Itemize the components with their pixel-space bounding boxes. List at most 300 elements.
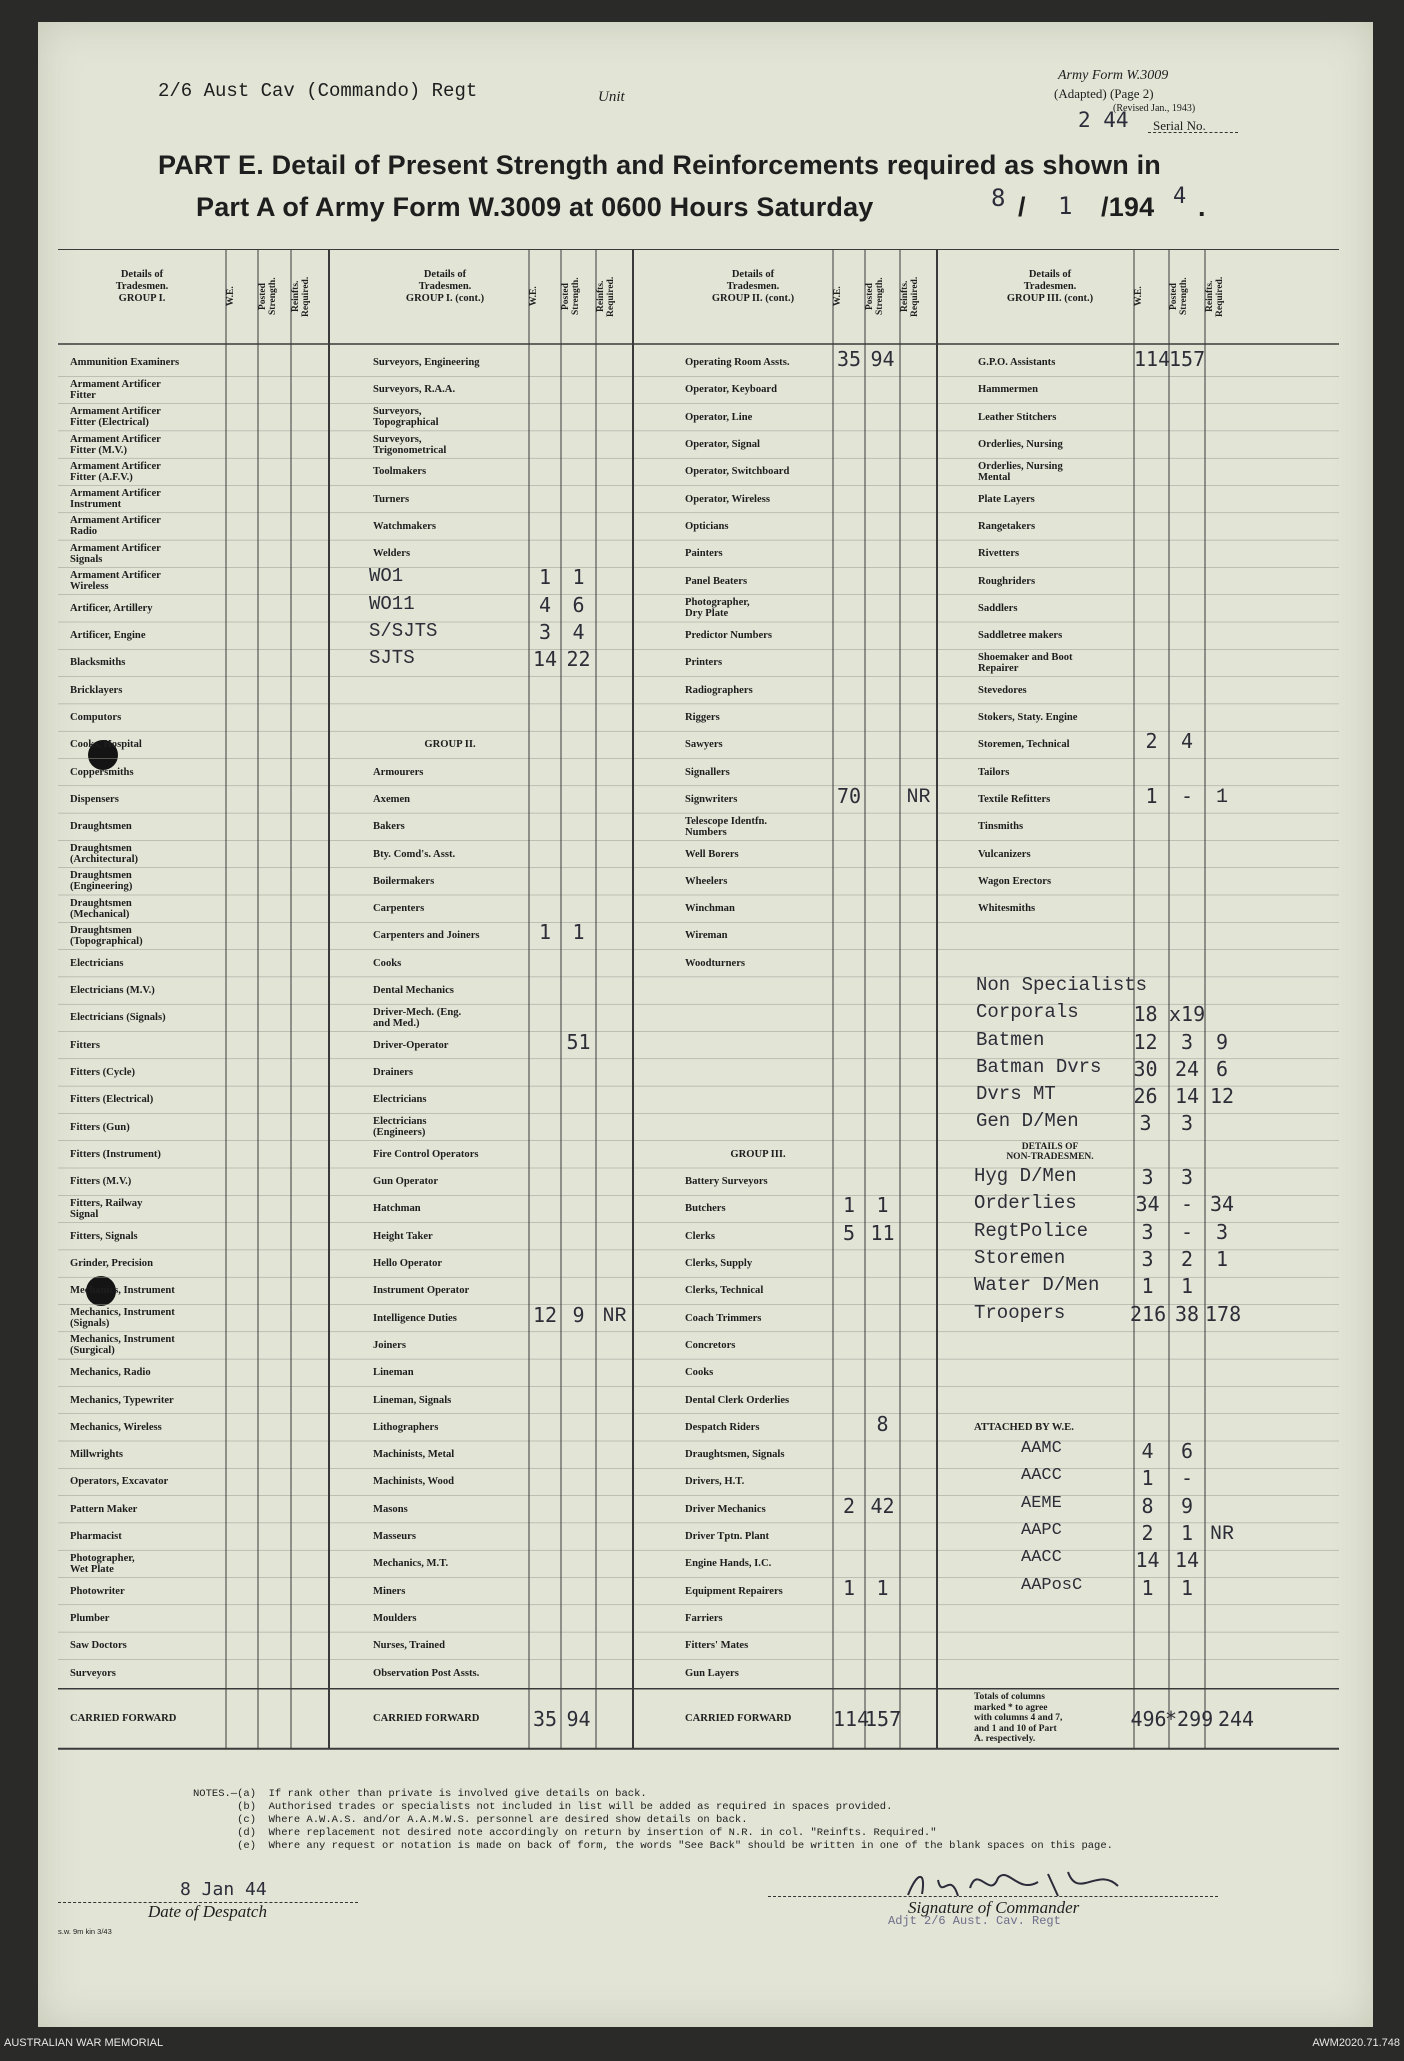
serial-value: 2 44 <box>1078 108 1129 132</box>
posted-value: 1 <box>572 920 585 945</box>
we-value: 8 <box>1141 1493 1154 1518</box>
group-heading: GROUP III. <box>730 1148 786 1160</box>
we-value: 1 <box>842 1193 856 1218</box>
trade-label: Battery Surveyors <box>685 1176 768 1188</box>
trade-label: Hammermen <box>978 384 1039 396</box>
trade-label: Lineman <box>373 1367 414 1379</box>
trade-label: Mechanics, Wireless <box>70 1421 162 1433</box>
trade-label: Butchers <box>685 1203 726 1215</box>
column-header-we: W.E. <box>529 286 539 307</box>
trade-label: Bakers <box>373 821 405 833</box>
serial-label: Serial No. <box>1153 118 1206 133</box>
column-header-tradesmen: Details of Tradesmen. GROUP I. (cont.) <box>405 269 485 304</box>
trade-label: Rangetakers <box>978 520 1036 532</box>
trade-label: Wheelers <box>685 875 728 887</box>
column-header-posted: Posted Strength. <box>258 277 278 316</box>
trade-label: Carpenters <box>373 903 425 915</box>
we-value: 2 <box>842 1493 856 1518</box>
trade-label: Mechanics, Typewriter <box>70 1394 174 1406</box>
posted-value: x19 <box>1169 1002 1206 1027</box>
carried-posted: 94 <box>566 1706 591 1731</box>
trade-label: Clerks, Technical <box>685 1285 764 1297</box>
trade-label: Armament Artificer Fitter (Electrical) <box>70 406 161 429</box>
trade-label: Computors <box>70 712 122 724</box>
we-value: 114 <box>1134 347 1171 371</box>
trade-label: Height Taker <box>373 1230 433 1242</box>
trade-label: Mechanics, M.T. <box>373 1558 449 1570</box>
non-tradesman-name: Storemen <box>974 1246 1066 1269</box>
trade-label: Whitesmiths <box>978 903 1036 915</box>
trade-label: Masseurs <box>373 1531 416 1543</box>
date-month: 1 <box>1058 192 1073 220</box>
trade-label: Electricians <box>373 1094 427 1106</box>
we-value: 70 <box>836 783 862 808</box>
trade-label: Driver Tptn. Plant <box>685 1531 770 1543</box>
posted-value: - <box>1180 783 1194 808</box>
trade-label: Artificer, Engine <box>70 630 146 642</box>
trade-label: Welders <box>373 548 411 560</box>
form-name: Army Form W.3009 <box>1058 68 1169 83</box>
group-heading: GROUP II. <box>424 739 476 751</box>
unit-label: Unit <box>598 89 625 105</box>
column-header-reinfts: Reinfts. Required. <box>1205 276 1225 317</box>
trade-label: Bty. Comd's. Asst. <box>373 848 456 860</box>
rank-entry: SJTS <box>369 647 415 670</box>
trade-label: Painters <box>685 548 723 560</box>
trade-label: Operator, Wireless <box>685 493 770 505</box>
trade-label: Concretors <box>685 1339 736 1351</box>
posted-value: 1 <box>876 1193 889 1218</box>
posted-value: 9 <box>1180 1493 1194 1518</box>
trade-label: Printers <box>685 657 723 669</box>
trade-label: Orderlies, Nursing Mental <box>978 460 1063 483</box>
strength-table <box>58 249 1339 1789</box>
trade-label: Storemen, Technical <box>978 739 1070 751</box>
trade-label: Operator, Switchboard <box>685 466 790 478</box>
despatch-label: Date of Despatch <box>148 1902 267 1921</box>
trade-label: Coppersmiths <box>70 766 134 778</box>
trade-label: Operator, Signal <box>685 439 760 451</box>
posted-value: 94 <box>870 347 895 371</box>
trade-label: Draughtsmen <box>70 821 132 833</box>
posted-value: 11 <box>870 1220 895 1245</box>
trade-label: Armament Artificer Fitter <box>70 378 161 401</box>
non-tradesman-name: RegtPolice <box>974 1219 1089 1242</box>
posted-value: 1 <box>1180 1274 1194 1299</box>
we-value: 12 <box>532 1302 558 1327</box>
trade-label: Dental Mechanics <box>373 985 454 997</box>
trade-label: Wireman <box>685 930 728 942</box>
carried-posted: 157 <box>865 1706 902 1731</box>
trade-label: Electricians (M.V.) <box>70 985 155 997</box>
trade-label: Pharmacist <box>70 1531 122 1543</box>
trade-label: Armourers <box>373 766 424 778</box>
trade-label: Predictor Numbers <box>685 630 772 642</box>
trade-label: Operator, Line <box>685 411 753 423</box>
unit-name: 2/6 Aust Cav (Commando) Regt <box>158 80 478 102</box>
trade-label: Cooks <box>373 957 402 969</box>
posted-value: 14 <box>1174 1548 1200 1573</box>
trade-label: Nurses, Trained <box>373 1640 446 1652</box>
trade-label: Fitters' Mates <box>685 1640 749 1652</box>
trade-label: Driver-Mech. (Eng. and Med.) <box>373 1006 462 1029</box>
we-value: 2 <box>1145 729 1158 754</box>
trade-label: Drainers <box>373 1066 414 1078</box>
posted-value: 14 <box>1174 1084 1200 1109</box>
we-value: 216 <box>1130 1301 1167 1326</box>
trade-label: Machinists, Metal <box>373 1449 455 1461</box>
trade-label: Coach Trimmers <box>685 1312 762 1324</box>
we-value: 3 <box>1141 1165 1154 1189</box>
trade-label: Rivetters <box>978 548 1020 560</box>
despatch-date: 8 Jan 44 <box>180 1879 267 1900</box>
posted-value: 24 <box>1174 1056 1200 1081</box>
non-specialist-name: Batman Dvrs <box>976 1055 1102 1078</box>
carried-forward-label: CARRIED FORWARD <box>685 1713 792 1725</box>
trade-label: Telescope Identfn. Numbers <box>685 815 768 838</box>
trade-label: Hello Operator <box>373 1258 443 1270</box>
posted-value: - <box>1180 1466 1194 1491</box>
trade-label: Cooks <box>685 1367 714 1379</box>
we-value: 34 <box>1135 1192 1160 1217</box>
attached-unit-name: AACC <box>1021 1548 1062 1568</box>
reinf-value: 6 <box>1215 1056 1229 1081</box>
trade-label: Cooks, Hospital <box>70 739 142 751</box>
trade-label: Well Borers <box>685 848 739 860</box>
trade-label: Armament Artificer Fitter (M.V.) <box>70 433 161 456</box>
trade-label: Machinists, Wood <box>373 1476 455 1488</box>
archive-name: AUSTRALIAN WAR MEMORIAL <box>4 2037 164 2049</box>
we-value: 5 <box>842 1220 856 1245</box>
trade-label: Turners <box>373 493 410 505</box>
trade-label: Saddlers <box>978 602 1018 614</box>
trade-label: Electricians (Engineers) <box>373 1116 427 1139</box>
trade-label: Saw Doctors <box>70 1640 127 1652</box>
trade-label: Roughriders <box>978 575 1036 587</box>
we-value: 2 <box>1141 1520 1154 1545</box>
trade-label: Blacksmiths <box>70 657 126 669</box>
trade-label: Mechanics, Instrument (Surgical) <box>70 1334 175 1357</box>
date-year-digit: 4 <box>1173 184 1187 209</box>
we-value: 30 <box>1133 1056 1158 1081</box>
rank-entry: WO11 <box>369 592 415 615</box>
printer-code: s.w. 9m kin 3/43 <box>58 1927 112 1936</box>
posted-value: 3 <box>1180 1111 1194 1136</box>
trade-label: Fitters (Instrument) <box>70 1148 161 1160</box>
title-line-1: PART E. Detail of Present Strength and Reinforcements required as shown in <box>158 150 1161 180</box>
attached-unit-name: AACC <box>1021 1466 1062 1486</box>
form-revised: (Revised Jan., 1943) <box>1113 103 1196 114</box>
trade-label: Fitters (Electrical) <box>70 1094 154 1106</box>
we-value: 1 <box>1141 1575 1154 1600</box>
posted-value: 6 <box>1180 1439 1194 1463</box>
trade-label: Toolmakers <box>373 466 427 478</box>
totals-note: Totals of columns marked * to agree with columns 4 and 7, and 1 and 10 of Part A. respectively. <box>974 1692 1063 1745</box>
trade-label: Ammunition Examiners <box>70 357 180 369</box>
trade-label: Draughtsmen (Engineering) <box>70 870 133 893</box>
attached-unit-name: AEME <box>1021 1493 1062 1513</box>
we-value: 26 <box>1133 1084 1158 1109</box>
column-header-we: W.E. <box>833 286 843 307</box>
trade-label: Operator, Keyboard <box>685 384 778 396</box>
non-tradesman-name: Water D/Men <box>974 1274 1100 1297</box>
trade-label: Photographer, Wet Plate <box>70 1552 135 1575</box>
attached-heading: ATTACHED BY W.E. <box>974 1421 1074 1433</box>
non-tradesman-name: Hyg D/Men <box>974 1165 1077 1187</box>
trade-label: Fitters (M.V.) <box>70 1176 132 1188</box>
non-specialist-name: Non Specialists <box>976 973 1148 996</box>
we-value: 1 <box>538 565 552 590</box>
trade-label: Tinsmiths <box>978 821 1024 833</box>
trade-label: Draughtsmen (Mechanical) <box>70 897 132 920</box>
trade-label: Artificer, Artillery <box>70 602 153 614</box>
trade-label: Masons <box>373 1503 408 1515</box>
rank-entry: S/SJTS <box>369 620 438 642</box>
reinf-value: 3 <box>1215 1219 1229 1244</box>
we-value: 12 <box>1133 1029 1158 1054</box>
archive-footer <box>0 2027 1404 2061</box>
trade-label: Shoemaker and Boot Repairer <box>978 651 1073 674</box>
trade-label: Mechanics, Instrument (Signals) <box>70 1307 175 1330</box>
trade-label: Leather Stitchers <box>978 411 1057 423</box>
non-tradesman-name: Troopers <box>974 1301 1066 1324</box>
carried-we: 496 <box>1130 1706 1167 1731</box>
trade-label: Plumber <box>70 1612 110 1624</box>
trade-label: Surveyors, Topographical <box>373 406 439 429</box>
archive-id: AWM2020.71.748 <box>1312 2037 1400 2049</box>
date-day: 8 <box>991 184 1006 212</box>
reinf-value: 34 <box>1209 1192 1235 1217</box>
trade-label: Despatch Riders <box>685 1421 760 1433</box>
posted-value: 2 <box>1180 1246 1194 1271</box>
trade-label: Photowriter <box>70 1585 125 1597</box>
attached-unit-name: AAMC <box>1021 1439 1062 1458</box>
trade-label: Operating Room Assts. <box>685 357 790 369</box>
reinf-value: 1 <box>1215 1246 1229 1271</box>
posted-value: 1 <box>572 565 585 590</box>
posted-value: 1 <box>876 1575 889 1600</box>
date-year: /194 <box>1101 192 1155 222</box>
posted-value: 51 <box>566 1029 591 1054</box>
we-value: 4 <box>1141 1439 1154 1463</box>
trade-label: Electricians <box>70 957 124 969</box>
rank-entry: WO1 <box>369 565 404 588</box>
we-value: 4 <box>538 592 552 617</box>
trade-label: Farriers <box>685 1612 723 1624</box>
carried-posted: *299 <box>1165 1706 1214 1731</box>
non-tradesman-name: Orderlies <box>974 1192 1077 1215</box>
trade-label: G.P.O. Assistants <box>978 357 1056 369</box>
carried-we: 35 <box>532 1706 558 1731</box>
column-header-reinfts: Reinfts. Required. <box>291 276 311 317</box>
posted-value: 3 <box>1180 1165 1194 1189</box>
reinf-value: 12 <box>1209 1084 1235 1109</box>
trade-label: Operators, Excavator <box>70 1476 169 1488</box>
trade-label: Surveyors, R.A.A. <box>373 384 456 396</box>
posted-value: 4 <box>1180 729 1194 754</box>
trade-label: Dental Clerk Orderlies <box>685 1394 790 1406</box>
trade-label: Equipment Repairers <box>685 1585 783 1597</box>
non-tradesmen-heading: DETAILS OF NON-TRADESMEN. <box>1006 1142 1094 1163</box>
trade-label: Mechanics, Radio <box>70 1367 151 1379</box>
we-value: 14 <box>532 647 558 672</box>
trade-label: Stokers, Staty. Engine <box>978 712 1078 724</box>
trade-label: Draughtsmen, Signals <box>685 1449 785 1461</box>
trade-label: Signallers <box>685 766 730 778</box>
trade-label: Signwriters <box>685 793 738 805</box>
reinf-value: NR <box>906 785 931 809</box>
title-line-2: Part A of Army Form W.3009 at 0600 Hours Saturday <box>196 192 874 222</box>
trade-label: Clerks, Supply <box>685 1258 753 1270</box>
trade-label: Fitters (Gun) <box>70 1121 130 1133</box>
trade-label: Lithographers <box>373 1421 439 1433</box>
trade-label: Moulders <box>373 1612 417 1624</box>
trade-label: Panel Beaters <box>685 575 748 587</box>
form-adapted: (Adapted) (Page 2) <box>1054 86 1154 101</box>
trade-label: Boilermakers <box>373 875 435 887</box>
trade-label: Engine Hands, I.C. <box>685 1558 772 1570</box>
posted-value: 4 <box>572 620 585 644</box>
we-value: 3 <box>1141 1219 1154 1244</box>
trade-label: Gun Operator <box>373 1176 439 1188</box>
trade-label: Pattern Maker <box>70 1503 138 1515</box>
non-specialist-name: Dvrs MT <box>976 1083 1056 1106</box>
posted-value: 9 <box>572 1302 585 1327</box>
trade-label: Gun Layers <box>685 1667 739 1679</box>
trade-label: Armament Artificer Instrument <box>70 488 161 511</box>
notes: NOTES.—(a) If rank other than private is involved give details on back. (b) Authorised trades or specialists not included in list will be added as required in spaces provided. (c) Where A.W.A.S. and/or A.A.M.W.S. personnel are desired show details on back. (d) Where replacement not desired note accordingly on return by insertion of N.R. in col. "Reinfts. Required." (e) Where any request or notation is made on back of form, the words "See Back" should be written in one of the blank spaces on this page. <box>193 1788 1113 1852</box>
trade-label: Riggers <box>685 712 720 724</box>
trade-label: Intelligence Duties <box>373 1312 457 1324</box>
trade-label: Driver-Operator <box>373 1039 449 1051</box>
column-header-tradesmen: Details of Tradesmen. GROUP III. (cont.) <box>1006 269 1094 304</box>
signature-label: Signature of Commander <box>908 1898 1080 1917</box>
trade-label: Draughtsmen (Topographical) <box>70 924 143 947</box>
trade-label: Miners <box>373 1585 406 1597</box>
column-header-we: W.E. <box>1134 286 1144 307</box>
reinf-value: NR <box>1209 1522 1234 1546</box>
posted-value: 3 <box>1180 1029 1194 1054</box>
column-header-tradesmen: Details of Tradesmen. GROUP II. (cont.) <box>711 269 795 304</box>
trade-label: Armament Artificer Fitter (A.F.V.) <box>70 460 161 483</box>
attached-unit-name: AAPC <box>1021 1520 1062 1540</box>
trade-label: Radiographers <box>685 684 753 696</box>
posted-value: 42 <box>870 1493 895 1518</box>
trade-label: Vulcanizers <box>978 848 1031 860</box>
trade-label: Armament Artificer Radio <box>70 515 161 538</box>
reinf-value: 9 <box>1215 1029 1229 1054</box>
trade-label: Stevedores <box>978 684 1027 696</box>
trade-label: Electricians (Signals) <box>70 1012 166 1024</box>
trade-label: Draughtsmen (Architectural) <box>70 843 139 866</box>
trade-label: Surveyors, Engineering <box>373 357 480 369</box>
trade-label: Textile Refitters <box>978 793 1051 805</box>
posted-value: 1 <box>1180 1575 1194 1600</box>
trade-label: Surveyors, Trigonometrical <box>373 433 447 456</box>
posted-value: 157 <box>1169 347 1206 371</box>
non-specialist-name: Corporals <box>976 1001 1079 1024</box>
we-value: 3 <box>1141 1246 1154 1271</box>
trade-label: Winchman <box>685 903 735 915</box>
trade-label: Mechanics, Instrument <box>70 1285 175 1297</box>
trade-label: Tailors <box>978 766 1010 778</box>
trade-label: Carpenters and Joiners <box>373 930 480 942</box>
non-specialist-name: Gen D/Men <box>976 1110 1079 1133</box>
column-header-reinfts: Reinfts. Required. <box>900 276 920 317</box>
trade-label: Opticians <box>685 520 729 532</box>
trade-label: Fitters (Cycle) <box>70 1066 135 1078</box>
posted-value: - <box>1180 1192 1194 1217</box>
carried-reinf: 244 <box>1217 1706 1255 1731</box>
we-value: 1 <box>1141 1466 1154 1491</box>
posted-value: 1 <box>1180 1520 1194 1545</box>
column-header-posted: Posted Strength. <box>865 277 885 316</box>
trade-label: Armament Artificer Wireless <box>70 570 161 593</box>
we-value: 1 <box>842 1575 856 1600</box>
trade-label: Photographer, Dry Plate <box>685 597 750 620</box>
trade-label: Sawyers <box>685 739 723 751</box>
trade-label: Woodturners <box>685 957 746 969</box>
trade-label: Surveyors <box>70 1667 116 1679</box>
attached-unit-name: AAPosC <box>1021 1575 1083 1595</box>
trade-label: Drivers, H.T. <box>685 1476 745 1488</box>
carried-we: 114 <box>833 1706 870 1731</box>
trade-label: Joiners <box>373 1339 406 1351</box>
column-header-reinfts: Reinfts. Required. <box>596 276 616 317</box>
posted-value: 8 <box>876 1411 889 1436</box>
we-value: 35 <box>836 347 862 371</box>
trade-label: Driver Mechanics <box>685 1503 766 1515</box>
trade-label: Clerks <box>685 1230 716 1242</box>
posted-value: 22 <box>566 647 591 672</box>
we-value: 1 <box>1145 783 1158 808</box>
trade-label: Axemen <box>373 793 411 805</box>
we-value: 14 <box>1135 1548 1160 1573</box>
trade-label: Lineman, Signals <box>373 1394 452 1406</box>
carried-forward-label: CARRIED FORWARD <box>70 1713 177 1725</box>
trade-label: Grinder, Precision <box>70 1258 153 1270</box>
trade-label: Observation Post Assts. <box>373 1667 480 1679</box>
trade-label: Instrument Operator <box>373 1285 470 1297</box>
we-value: 18 <box>1133 1002 1158 1027</box>
trade-label: Dispensers <box>70 793 119 805</box>
column-header-we: W.E. <box>226 286 236 307</box>
column-header-posted: Posted Strength. <box>1169 277 1189 316</box>
trade-label: Orderlies, Nursing <box>978 439 1063 451</box>
form-sheet: 2/6 Aust Cav (Commando) Regt Unit Army Form W.3009 (Adapted) (Page 2) (Revised Jan., 1943) 2 44 Serial No. PART E. Detail of Present Strength and Reinforcements required as shown in Part A of Army Form W.3009 at 0600 Hours Saturday 8 / 1 /194 4 . Details of Tradesmen. GROUP I. W.E. Posted Strength. Reinfts. Required. Details of Tradesmen. GROUP I. (cont.) W.E. Posted Strength. Reinfts. Required. Details of Tradesmen. GROUP II. (cont.) W.E. Posted Strength. Reinfts. Required. Details of Tradesmen. GROUP III. (cont.) W.E. Posted Strength. Reinfts. Required. Ammunition Examiners Armament Artificer Fitter Armament Artificer Fitter (Electrical) Armament Artificer Fitter (M.V.) Armament Artificer Fitter (A.F.V.) Armament Artificer Instrument Armament Artificer Radio Armament Artificer Signals Armament Artificer Wireless Artificer, Artillery Artificer, Engine Blacksmiths Bricklayers Computors Cooks, Hospital Coppersmiths Dispensers Draughtsmen Draughtsmen (Architectural) Draughtsmen (Engineering) Draughtsmen (Mechanical) Draughtsmen (Topographical) Electricians Electricians (M.V.) Electricians (Signals) Fitters Fitters (Cycle) Fitters (Electrical) Fitters (Gun) Fitters (Instrument) Fitters (M.V.) Fitters, Railway Signal Fitters, Signals Grinder, Precision Mechanics, Instrument Mechanics, Instrument (Signals) Mechanics, Instrument (Surgical) Mechanics, Radio Mechanics, Typewriter Mechanics, Wireless Millwrights Operators, Excavator Pattern Maker Pharmacist Photographer, Wet Plate Photowriter Plumber Saw Doctors Surveyors Surveyors, Engineering Surveyors, R.A.A. Surveyors, Topographical Surveyors, Trigonometrical Toolmakers Turners Watchmakers Welders GROUP II. Armourers Axemen Bakers Bty. Comd's. Asst. Boilermakers Carpenters Carpenters and Joiners Cooks Dental Mechanics Driver-Mech. (Eng. and Med.) Driver-Operator Drainers Electricians Electricians (Engineers) Fire Control Operators Gun Operator Hatchman Height Taker Hello Operator Instrument Operator Intelligence Duties Joiners Lineman Lineman, Signals Lithographers Machinists, Metal Machinists, Wood Masons Masseurs Mechanics, M.T. Miners Moulders Nurses, Trained Observation Post Assts. Operating Room Assts. Operator, Keyboard Operator, Line Operator, Signal Operator, Switchboard Operator, Wireless Opticians Painters Panel Beaters Photographer, Dry Plate Predictor Numbers Printers Radiographers Riggers Sawyers Signallers Signwriters Telescope Identfn. Numbers Well Borers Wheelers Winchman Wireman Woodturners GROUP III. Battery Surveyors Butchers Clerks Clerks, Supply Clerks, Technical Coach Trimmers Concretors Cooks Dental Clerk Orderlies Despatch Riders Draughtsmen, Signals Drivers, H.T. Driver Mechanics Driver Tptn. Plant Engine Hands, I.C. Equipment Repairers Farriers Fitters' Mates Gun Layers G.P.O. Assistants Hammermen Leather Stitchers Orderlies, Nursing Orderlies, Nursing Mental Plate Layers Rangetakers Rivetters Roughriders Saddlers Saddletree makers Shoemaker and Boot Repairer Stevedores Stokers, Staty. Engine Storemen, Technical Tailors Textile Refitters Tinsmiths Vulcanizers Wagon Erectors Whitesmiths CARRIED FORWARD CARRIED FORWARD CARRIED FORWARD Totals of columns marked * to agree with columns 4 and 7, and 1 and 10 of Part A. respectively. WO1 1 1 WO11 4 6 S/SJTS 3 4 SJTS 14 22 1 1 51 12 9 NR 35 94 70 NR 1 1 5 11 8 2 42 1 1 114 157 2 4 1 - 1 Non Specialists Corporals 18 x19 Batmen 12 3 9 Batman Dvrs 30 24 6 Dvrs MT 26 14 12 Gen D/Men 3 3 DETAILS OF NON-TRADESMEN. Hyg D/Men 3 3 Orderlies 34 - 34 RegtPolice 3 - 3 Storemen 3 2 1 Water D/Men 1 1 Troopers 216 38 178 ATTACHED BY W.E. AAMC 4 6 AACC 1 - AEME 8 9 AAPC 2 1 NR AACC 14 14 AAPosC 1 1 35 94 114 157 496 *299 244 NOTES.—(a) If rank other than private is involved give details on back. (b) Authorised trades or specialists not included in list will be added as required in spaces provided. (c) Where A.W.A.S. and/or A.A.M.W.S. personnel are desired show details on back. (d) Where replacement not desired note accordingly on return by insertion of N.R. in col. "Reinfts. Required." (e) Where any request or notation is made on back of form, the words "See Back" should be written in one of the blank spaces on this page. 8 Jan 44 Date of Despatch s.w. 9m kin 3/43 Signature of Commander Adjt 2/6 Aust. Cav. Regt <box>38 22 1373 2027</box>
trade-label: Armament Artificer Signals <box>70 542 161 565</box>
trade-label: Watchmakers <box>373 520 436 532</box>
trade-label: Plate Layers <box>978 493 1035 505</box>
we-value: 3 <box>538 620 552 644</box>
column-header-tradesmen: Details of Tradesmen. GROUP I. <box>115 269 169 304</box>
trade-label: Bricklayers <box>70 684 123 696</box>
we-value: 1 <box>1141 1274 1154 1299</box>
trade-label: Saddletree makers <box>978 630 1063 642</box>
reinf-value: 1 <box>1215 785 1228 809</box>
carried-forward-label: CARRIED FORWARD <box>373 1713 480 1725</box>
non-specialist-name: Batmen <box>976 1028 1045 1051</box>
adjutant-stamp: Adjt 2/6 Aust. Cav. Regt <box>888 1914 1061 1928</box>
trade-label: Wagon Erectors <box>978 875 1052 887</box>
trade-label: Hatchman <box>373 1203 421 1215</box>
reinf-value: 178 <box>1205 1301 1242 1326</box>
trade-label: Fire Control Operators <box>373 1148 479 1160</box>
posted-value: 6 <box>572 592 585 617</box>
trade-label: Fitters, Railway Signal <box>70 1197 143 1220</box>
trade-label: Millwrights <box>70 1449 123 1461</box>
column-header-posted: Posted Strength. <box>561 277 581 316</box>
